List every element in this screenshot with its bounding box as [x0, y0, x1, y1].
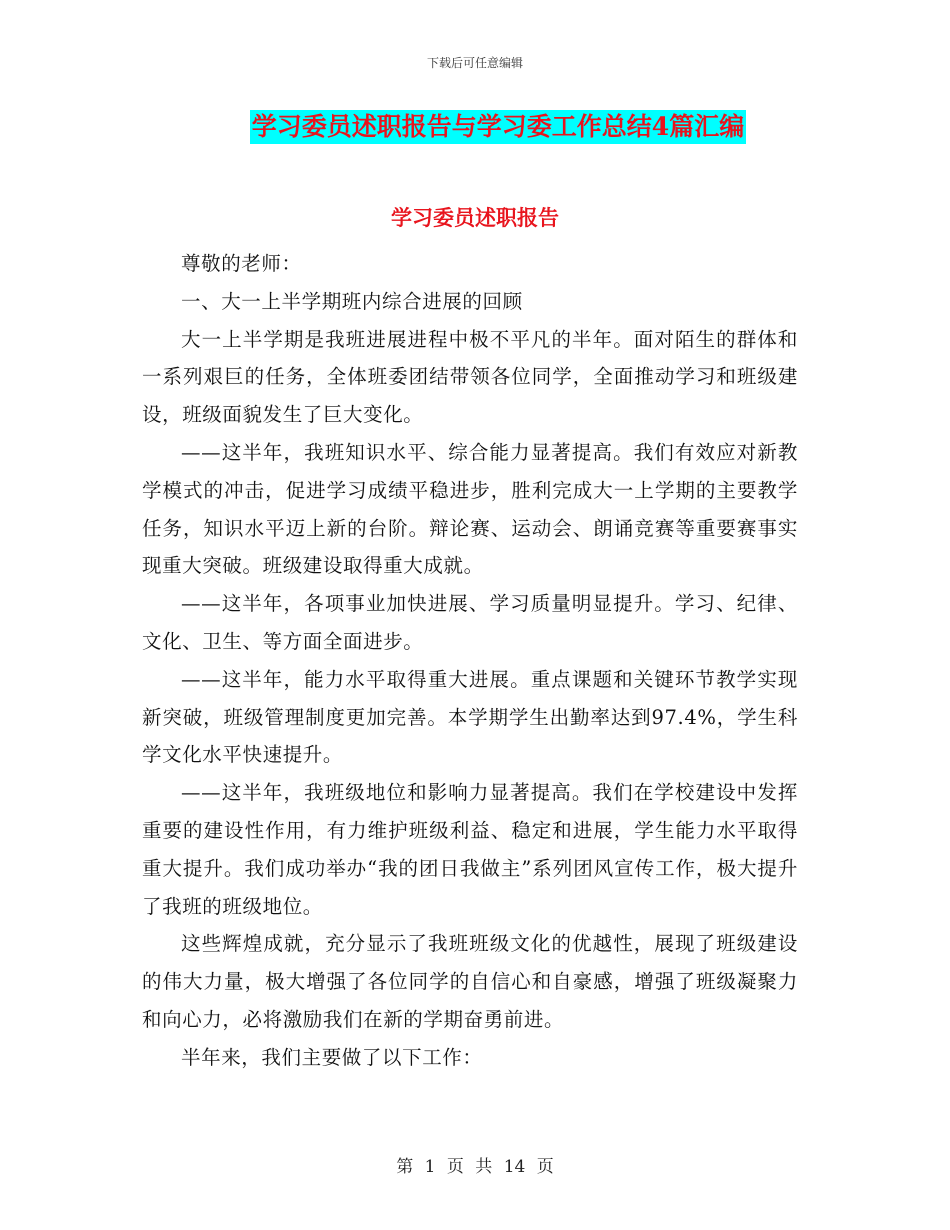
header-note: 下载后可任意编辑 — [426, 56, 523, 70]
paragraph: ——这半年，能力水平取得重大进展。重点课题和关键环节教学实现新突破，班级管理制度更加完善。本学期学生出勤率达到97.4%，学生科学文化水平快速提升。 — [142, 667, 798, 767]
paragraph: ——这半年，各项事业加快进展、学习质量明显提升。学习、纪律、文化、卫生、等方面全面进步。 — [142, 592, 798, 653]
document-title-wrapper — [0, 110, 950, 144]
document-title: 学习委员述职报告与学习委工作总结4篇汇编 — [250, 110, 746, 144]
paragraph: 半年来，我们主要做了以下工作： — [181, 1045, 483, 1069]
page-number: 第 1 页 共 14 页 — [396, 1157, 554, 1177]
document-body — [142, 245, 798, 1077]
section-title: 学习委员述职报告 — [391, 205, 559, 230]
paragraph: 这些辉煌成就，充分显示了我班班级文化的优越性，展现了班级建设的伟大力量，极大增强了各位同学的自信心和自豪感，增强了班级凝聚力和向心力，必将激励我们在新的学期奋勇前进。 — [142, 932, 798, 1031]
paragraph: ——这半年，我班级地位和影响力显著提高。我们在学校建设中发挥重要的建设性作用，有力维护班级利益、稳定和进展，学生能力水平取得重大提升。我们成功举办“我的团日我做主”系列团风宣传工作，极大提升了我班的班级地位。 — [142, 781, 798, 918]
paragraph: 大一上半学期是我班进展进程中极不平凡的半年。面对陌生的群体和一系列艰巨的任务，全体班委团结带领各位同学，全面推动学习和班级建设，班级面貌发生了巨大变化。 — [142, 327, 798, 427]
paragraph-heading-review: 一、大一上半学期班内综合进展的回顾 — [181, 289, 523, 313]
paragraph: ——这半年，我班知识水平、综合能力显著提高。我们有效应对新教学模式的冲击，促进学习成绩平稳进步，胜利完成大一上学期的主要教学任务，知识水平迈上新的台阶。辩论赛、运动会、朗诵竞赛等重要赛事实现重大突破。班级建设取得重大成就。 — [142, 440, 798, 578]
paragraph-greeting: 尊敬的老师： — [181, 252, 302, 275]
